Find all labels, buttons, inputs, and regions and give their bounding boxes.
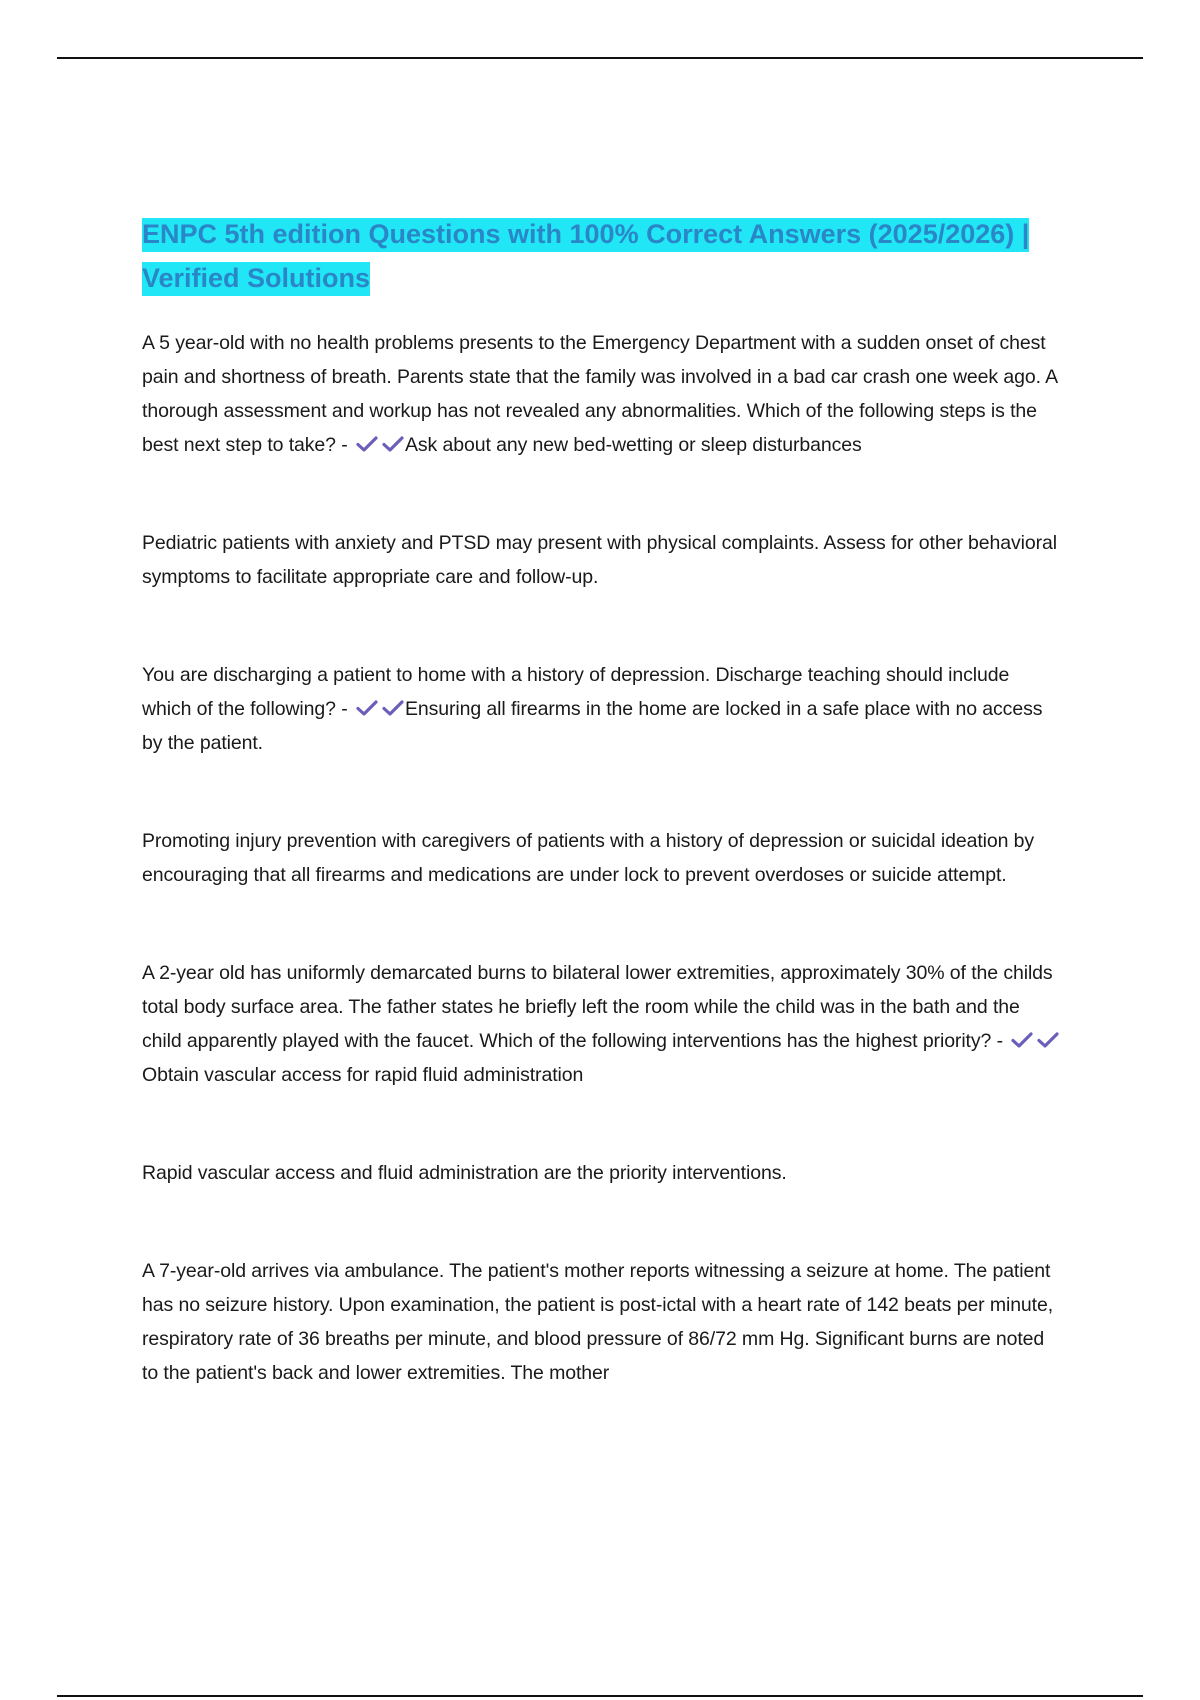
question-block	[142, 956, 1062, 1092]
explanation-block: Pediatric patients with anxiety and PTSD may present with physical complaints. Assess for other behavioral symptoms to facilitate appropriate care and follow-up.	[142, 532, 1058, 588]
question-block	[142, 326, 1062, 462]
answer-text: Ensuring all firearms in the home are locked in a safe place with no access by the patient.	[142, 698, 1043, 754]
document-title	[142, 212, 1062, 300]
explanation-block: Rapid vascular access and fluid administration are the priority interventions.	[142, 1162, 787, 1184]
check-icon	[1036, 1030, 1060, 1050]
answer-text: Obtain vascular access for rapid fluid administration	[142, 1064, 584, 1086]
question-block	[142, 658, 1062, 760]
answer-text: Ask about any new bed-wetting or sleep disturbances	[404, 434, 862, 456]
question-text: You are discharging a patient to home with a history of depression. Discharge teaching should include which of the following? -	[142, 664, 1010, 720]
question-text: A 2-year old has uniformly demarcated burns to bilateral lower extremities, approximately 30% of the childs total body surface area. The father states he briefly left the room while the child was in the bath and the child apparently played with the faucet. Which of the following interventions has the highest priority? -	[142, 962, 1053, 1052]
explanation-block: Promoting injury prevention with caregivers of patients with a history of depression or suicidal ideation by encouraging that all firearms and medications are under lock to prevent overdoses or suicide attempt.	[142, 830, 1035, 886]
check-icon	[381, 434, 405, 454]
bottom-rule	[57, 1695, 1143, 1697]
top-rule	[57, 57, 1143, 59]
check-icon	[355, 434, 379, 454]
question-block: A 7-year-old arrives via ambulance. The patient's mother reports witnessing a seizure at home. The patient has no seizure history. Upon examination, the patient is post-ictal with a heart rate of 142 beats per minute, respiratory rate of 36 breaths per minute, and blood pressure of 86/72 mm Hg. Significant burns are noted to the patient's back and lower extremities. The mother	[142, 1260, 1054, 1384]
check-icon	[355, 698, 379, 718]
check-icon	[381, 698, 405, 718]
title-highlight: ENPC 5th edition Questions with 100% Correct Answers (2025/2026) | Verified Solutions	[142, 218, 1029, 296]
question-text: A 5 year-old with no health problems presents to the Emergency Department with a sudden onset of chest pain and shortness of breath. Parents state that the family was involved in a bad car crash one week ago. A thorough assessment and workup has not revealed any abnormalities. Which of the following steps is the best next step to take? -	[142, 332, 1058, 456]
document-body	[142, 212, 1062, 1390]
check-icon	[1010, 1030, 1034, 1050]
